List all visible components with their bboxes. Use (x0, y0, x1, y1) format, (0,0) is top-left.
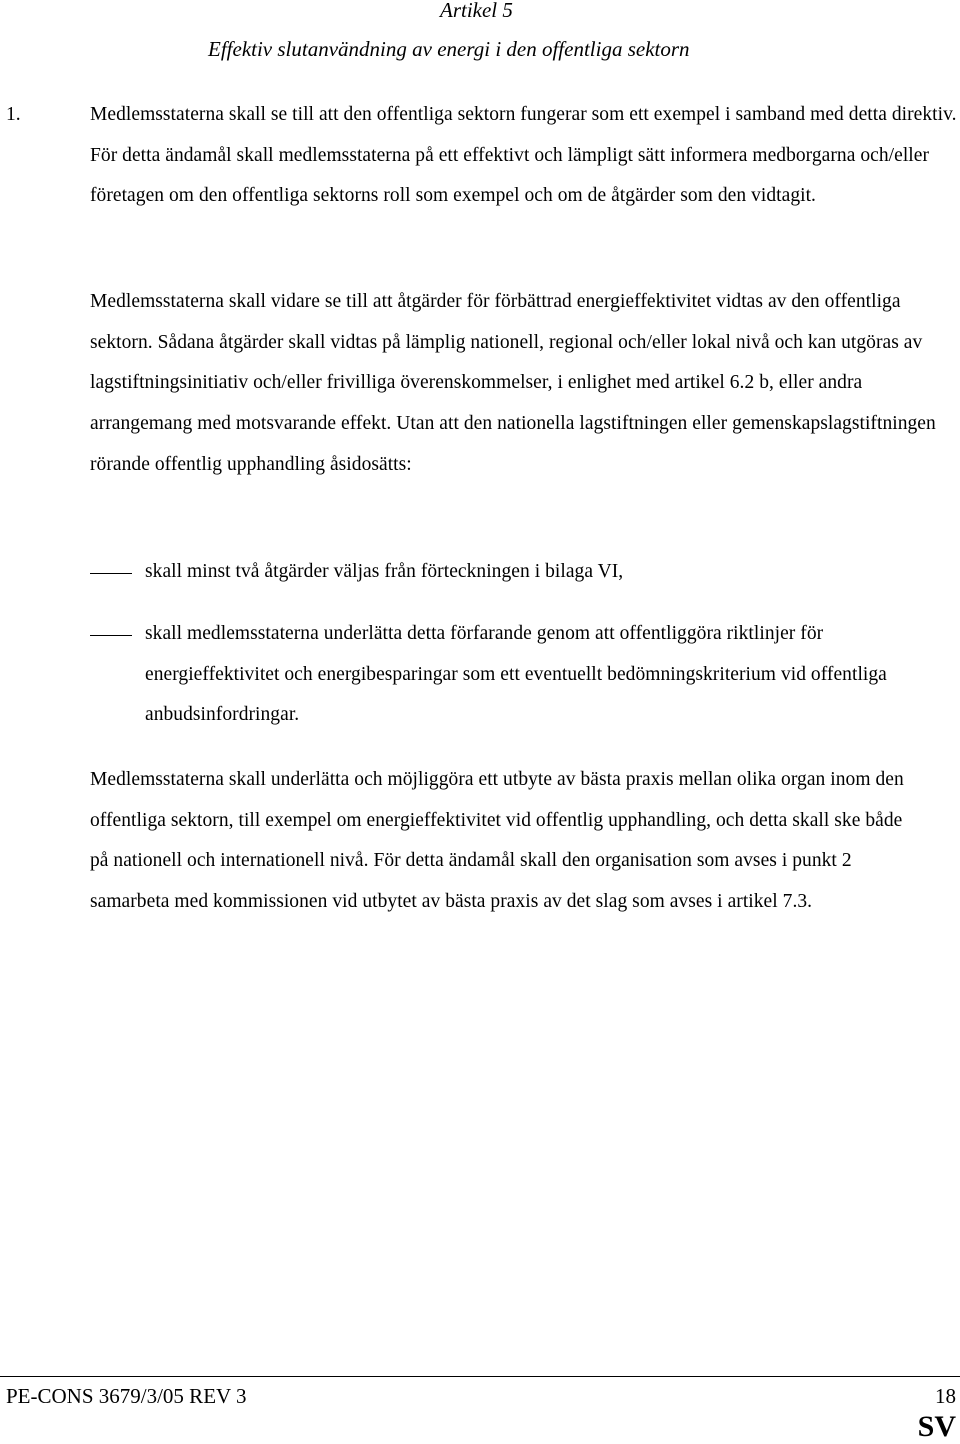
paragraph-2: Medlemsstaterna skall vidare se till att åtgärder för förbättrad energieffektivitet vidtas av den offentliga sektorn. Sådana åtgärder skall vidtas på lämplig nationell, regional och/eller lokal nivå och kan utgöras av lagstiftningsinitiativ och/eller frivilliga överenskommelser, i enlighet med artikel 6.2 b, eller andra arrangemang med motsvarande effekt. Utan att den nationella lagstiftningen eller gemenskapslagstiftningen rörande offentlig upphandling åsidosätts: (90, 291, 936, 475)
document-reference: PE-CONS 3679/3/05 REV 3 (6, 1384, 247, 1408)
list-item: skall medlemsstaterna underlätta detta förfarande genom att offentliggöra riktlinjer för energieffektivitet och energibesparingar som ett eventuellt bedömningskriterium vid offentliga anbudsinfordringar. (145, 623, 887, 726)
paragraph-number: 1. (6, 104, 21, 125)
list-dash (90, 635, 132, 636)
page-number: 18 (935, 1384, 956, 1408)
list-dash (90, 573, 132, 574)
article-number: Artikel 5 (440, 0, 513, 22)
article-title: Effektiv slutanvändning av energi i den offentliga sektorn (208, 37, 690, 61)
list-item: skall minst två åtgärder väljas från förteckningen i bilaga VI, (145, 561, 624, 582)
language-code: SV (917, 1410, 956, 1443)
footer-divider (0, 1376, 960, 1377)
paragraph-1: Medlemsstaterna skall se till att den offentliga sektorn fungerar som ett exempel i samband med detta direktiv. För detta ändamål skall medlemsstaterna på ett effektivt och lämpligt sätt informera medborgarna och/eller företagen om den offentliga sektorns roll som exempel och om de åtgärder som den vidtagit. (90, 104, 957, 207)
paragraph-3: Medlemsstaterna skall underlätta och möjliggöra ett utbyte av bästa praxis mellan olika organ inom den offentliga sektorn, till exempel om energieffektivitet vid offentlig upphandling, och detta skall ske både på nationell och internationell nivå. För detta ändamål skall den organisation som avses i punkt 2 samarbeta med kommissionen vid utbytet av bästa praxis av det slag som avses i artikel 7.3. (90, 769, 904, 913)
